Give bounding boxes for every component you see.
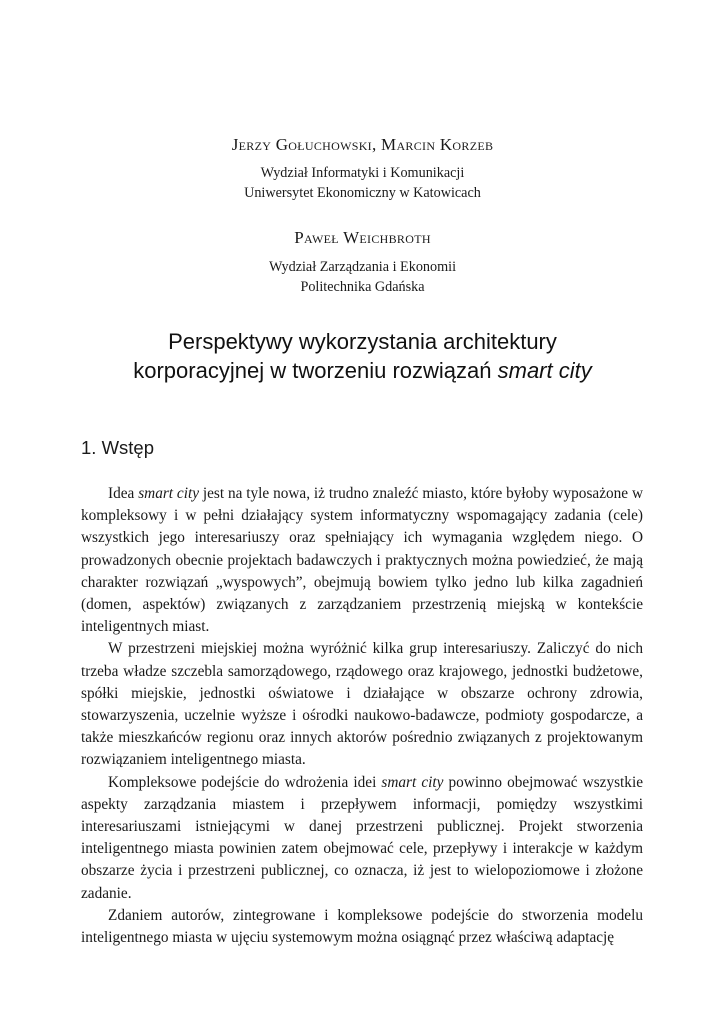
paragraph-3-italic: smart city xyxy=(381,773,444,791)
title-line-2 xyxy=(0,356,725,385)
paragraph-1-italic: smart city xyxy=(138,485,199,502)
title-line-1: Perspektywy wykorzystania architektury xyxy=(168,329,557,354)
paper-title xyxy=(0,327,725,385)
body-text xyxy=(81,483,643,949)
paragraph-2: W przestrzeni miejskiej można wyróżnić kilka grup interesariuszy. Zaliczyć do nich trzeba władze szczebla samorządowego, rządowego oraz krajowego, jednostki budżetowe, spółki miejskie, jednostki oświatowe i działające w obszarze ochrony zdrowia, stowarzyszenia, uczelnie wyższe i ośrodki naukowo-badawcze, podmioty gospodarcze, a także mieszkańców regionu oraz innych aktorów pośrednio związanych z projektowanym rozwiązaniem inteligentnego miasta. xyxy=(81,640,643,769)
paragraph-3 xyxy=(81,772,643,905)
title-line-2-main: korporacyjnej w tworzeniu rozwiązań xyxy=(133,358,498,383)
affiliation-1-university: Uniwersytet Ekonomiczny w Katowicach xyxy=(244,185,481,201)
authors-line-1: Jerzy Gołuchowski, Marcin Korzeb xyxy=(231,135,494,154)
authors-line-2: Paweł Weichbroth xyxy=(294,228,431,247)
affiliation-2-department: Wydział Zarządzania i Ekonomii xyxy=(268,259,457,275)
paragraph-1-rest: jest na tyle nowa, iż trudno znaleźć miasto, które byłoby wyposażone w kompleksowy i w pełni działający system informatyczny wspomagający zadania (cele) wszystkich jego interesariuszy oraz spełniający ich wymagania względem niego. O prowadzonych obecnie projektach badawczych i praktycznych można powiedzieć, że mają charakter rozwiązań „wyspowych”, obejmują bowiem tylko jedno lub kilka zagadnień (domen, aspektów) związanych z zarządzaniem przestrzenią miejską w kontekście inteligentnych miast. xyxy=(81,485,643,636)
paragraph-1 xyxy=(81,483,643,638)
paragraph-3-rest: powinno obejmować wszystkie aspekty zarządzania miastem i przepływem informacji, pomiędzy wszystkimi interesariuszami istniejącymi w danej przestrzeni publicznej. Projekt stworzenia inteligentnego miasta powinien zatem obejmować cele, przepływy i interakcje w każdym obszarze życia i przestrzeni publicznej, co oznacza, iż jest to wielopoziomowe i złożone zadanie. xyxy=(81,773,643,902)
affiliation-1 xyxy=(0,163,725,203)
paragraph-3-start: Kompleksowe podejście do wdrożenia idei xyxy=(108,773,382,791)
affiliation-2 xyxy=(0,257,725,297)
affiliation-1-department: Wydział Informatyki i Komunikacji xyxy=(260,165,465,181)
title-line-2-italic: smart city xyxy=(497,358,592,383)
section-heading: 1. Wstęp xyxy=(81,437,154,458)
affiliation-2-university: Politechnika Gdańska xyxy=(300,279,425,295)
paragraph-4: Zdaniem autorów, zintegrowane i kompleksowe podejście do stworzenia modelu inteligentnego miasta w ujęciu systemowym można osiągnąć przez właściwą adaptację xyxy=(81,906,643,947)
paragraph-1-start: Idea xyxy=(108,485,139,502)
